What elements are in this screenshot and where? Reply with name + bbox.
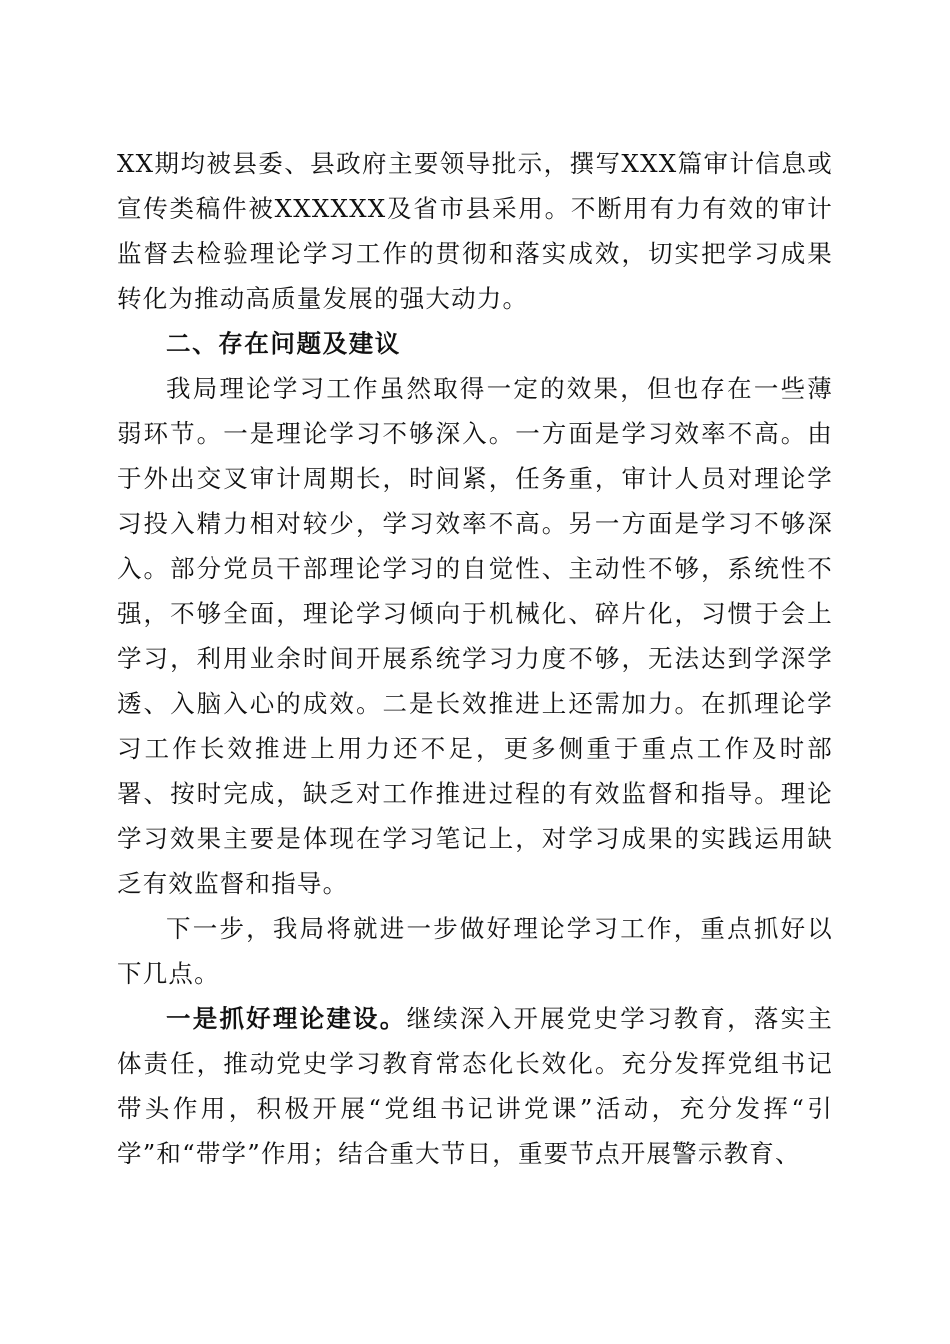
paragraph-body-text: 继续深入开展党史学习教育，落实主体责任，推动党史学习教育常态化长效化。充分发挥党组书记带头作用，积极开展“党组书记讲党课”活动，充分发挥“引学”和“带学”作用；结合重大节日，重要节点开展警示教育、 [117, 1004, 833, 1168]
paragraph-weaknesses: 我局理论学习工作虽然取得一定的效果，但也存在一些薄弱环节。一是理论学习不够深入。一方面是学习效率不高。由于外出交叉审计周期长，时间紧，任务重，审计人员对理论学习投入精力相对较少，学习效率不高。另一方面是学习不够深入。部分党员干部理论学习的自觉性、主动性不够，系统性不强，不够全面，理论学习倾向于机械化、碎片化，习惯于会上学习，利用业余时间开展系统学习力度不够，无法达到学深学透、入脑入心的成效。二是长效推进上还需加力。在抓理论学习工作长效推进上用力还不足，更多侧重于重点工作及时部署、按时完成，缺乏对工作推进过程的有效监督和指导。理论学习效果主要是体现在学习笔记上，对学习成果的实践运用缺乏有效监督和指导。 [117, 374, 833, 898]
section-heading-problems-suggestions: 二、存在问题及建议 [166, 329, 401, 358]
paragraph-next-steps: 下一步，我局将就进一步做好理论学习工作，重点抓好以下几点。 [117, 914, 833, 988]
paragraph-lead-text: 一是抓好理论建设。 [166, 1004, 407, 1033]
document-body [117, 141, 833, 1176]
paragraph-theory-building [117, 996, 833, 1176]
paragraph-continuation: XX期均被县委、县政府主要领导批示，撰写XXX篇审计信息或宣传类稿件被XXXXXX及省市县采用。不断用有力有效的审计监督去检验理论学习工作的贯彻和落实成效，切实把学习成果转化为推动高质量发展的强大动力。 [117, 149, 833, 313]
